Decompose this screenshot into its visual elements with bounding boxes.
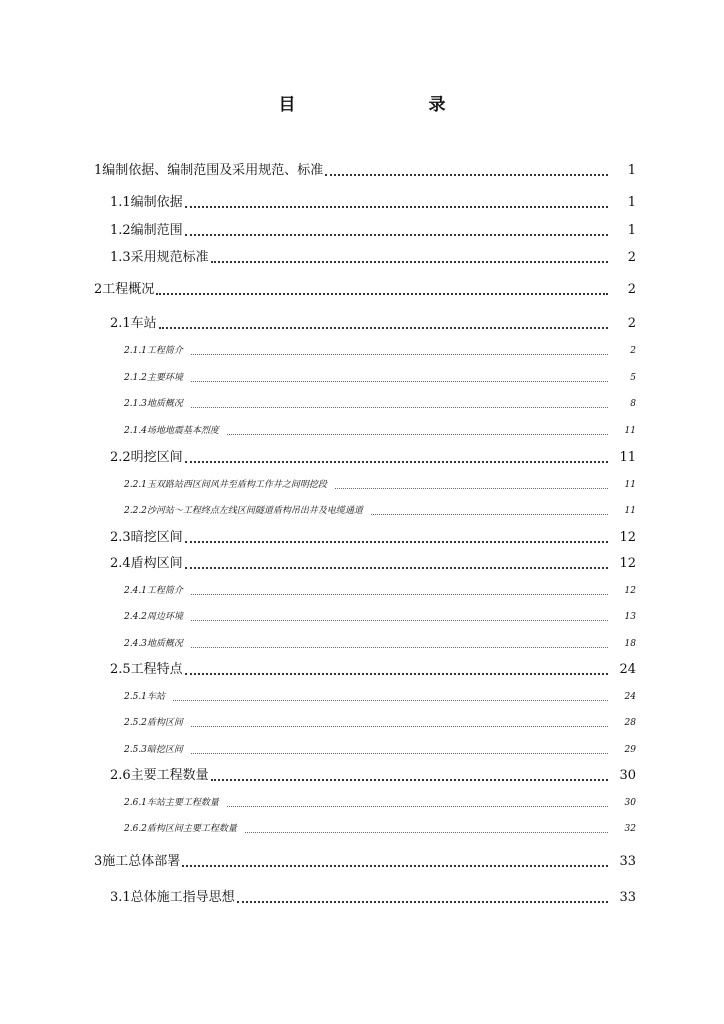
- toc-entry-label: 2.1.3地质概况: [124, 399, 183, 409]
- toc-entry[interactable]: [110, 529, 612, 547]
- toc-entry-label: 2工程概况: [94, 282, 155, 297]
- toc-page-number: 2: [627, 282, 636, 297]
- toc-leader-dots: [191, 351, 608, 355]
- toc-leader-dots: [191, 404, 608, 408]
- toc-entry[interactable]: [124, 637, 612, 651]
- toc-entry[interactable]: [110, 315, 612, 333]
- toc-page-number: 12: [624, 586, 636, 596]
- toc-leader-dots: [227, 803, 608, 807]
- toc-leader-dots: [245, 829, 608, 833]
- toc-entry-label: 2.1.1工程简介: [124, 346, 183, 356]
- toc-entry[interactable]: [124, 424, 612, 438]
- toc-leader-dots: [185, 201, 608, 208]
- toc-leader-dots: [191, 591, 608, 595]
- toc-entry-label: 2.1.4场地地震基本烈度: [124, 426, 219, 436]
- toc-entry-label: 2.4盾构区间: [110, 556, 183, 571]
- toc-leader-dots: [182, 860, 608, 867]
- toc-entry[interactable]: [124, 478, 612, 492]
- toc-leader-dots: [191, 644, 608, 648]
- toc-entry-label: 1.3采用规范标准: [110, 250, 209, 265]
- toc-entry[interactable]: [110, 222, 612, 240]
- toc-leader-dots: [185, 562, 608, 569]
- toc-page-number: 11: [624, 480, 636, 490]
- toc-entry-label: 2.6.1车站主要工程数量: [124, 798, 219, 808]
- toc-entry[interactable]: [124, 371, 612, 385]
- toc-title: 目 录: [278, 95, 504, 115]
- toc-entry-label: 1编制依据、编制范围及采用规范、标准: [94, 163, 324, 178]
- toc-page-number: 1: [627, 195, 636, 210]
- toc-entry-label: 2.5工程特点: [110, 662, 183, 677]
- toc-entry[interactable]: [110, 249, 612, 267]
- toc-entry-label: 2.6主要工程数量: [110, 768, 209, 783]
- toc-entry-label: 1.2编制范围: [110, 223, 183, 238]
- toc-leader-dots: [325, 169, 608, 176]
- toc-entry[interactable]: [124, 584, 612, 598]
- toc-page-number: 33: [619, 854, 636, 869]
- toc-page-number: 24: [624, 692, 636, 702]
- toc-entry[interactable]: [110, 889, 612, 907]
- toc-leader-dots: [237, 896, 608, 903]
- toc-leader-dots: [185, 229, 608, 236]
- toc-page-number: 2: [627, 316, 636, 331]
- toc-page-number: 30: [619, 768, 636, 783]
- toc-entry[interactable]: [110, 555, 612, 573]
- toc-leader-dots: [335, 485, 608, 489]
- toc-page-number: 11: [619, 450, 636, 465]
- toc-entry[interactable]: [124, 822, 612, 836]
- toc-leader-dots: [191, 750, 608, 754]
- toc-page-number: 30: [624, 798, 636, 808]
- toc-page-number: 29: [624, 745, 636, 755]
- toc-leader-dots: [371, 511, 608, 515]
- toc-page-number: 13: [624, 612, 636, 622]
- toc-leader-dots: [185, 668, 608, 675]
- toc-page-number: 5: [630, 373, 636, 383]
- toc-leader-dots: [191, 617, 608, 621]
- toc-entry-label: 2.1.2主要环境: [124, 373, 183, 383]
- toc-entry-label: 2.5.1车站: [124, 692, 165, 702]
- toc-page-number: 1: [627, 163, 636, 178]
- toc-entry[interactable]: [94, 281, 612, 299]
- toc-leader-dots: [159, 322, 608, 329]
- toc-page-number: 2: [630, 346, 636, 356]
- toc-entry-label: 3.1总体施工指导思想: [110, 890, 235, 905]
- toc-entry-label: 2.4.3地质概况: [124, 639, 183, 649]
- toc-entry-label: 1.1编制依据: [110, 195, 183, 210]
- toc-entry[interactable]: [124, 690, 612, 704]
- toc-entry-label: 2.5.2盾构区间: [124, 718, 183, 728]
- toc-entry-label: 3施工总体部署: [94, 854, 181, 869]
- toc-entry-label: 2.2.2沙河站～工程终点左线区间隧道盾构吊出井及电缆通道: [124, 506, 363, 516]
- toc-entry-label: 2.2明挖区间: [110, 450, 183, 465]
- toc-entry[interactable]: [94, 162, 612, 180]
- toc-entry[interactable]: [124, 743, 612, 757]
- toc-entry[interactable]: [124, 716, 612, 730]
- toc-entry[interactable]: [124, 610, 612, 624]
- toc-entry-label: 2.6.2盾构区间主要工程数量: [124, 824, 237, 834]
- toc-entry[interactable]: [94, 853, 612, 871]
- toc-entry-label: 2.2.1玉双路站西区间风井至盾构工作井之间明挖段: [124, 480, 327, 490]
- toc-leader-dots: [156, 288, 608, 295]
- toc-entry[interactable]: [124, 504, 612, 518]
- toc-entry-label: 2.3暗挖区间: [110, 530, 183, 545]
- toc-page-number: 32: [624, 824, 636, 834]
- toc-page-number: 18: [624, 639, 636, 649]
- toc-leader-dots: [185, 456, 608, 463]
- toc-leader-dots: [191, 723, 608, 727]
- toc-page-number: 1: [627, 223, 636, 238]
- toc-page-number: 11: [624, 506, 636, 516]
- toc-leader-dots: [185, 536, 608, 543]
- toc-entry[interactable]: [110, 449, 612, 467]
- toc-page-number: 8: [630, 399, 636, 409]
- toc-page-number: 28: [624, 718, 636, 728]
- toc-entry-label: 2.5.3暗挖区间: [124, 745, 183, 755]
- toc-leader-dots: [173, 697, 608, 701]
- toc-leader-dots: [191, 378, 608, 382]
- toc-page-number: 11: [624, 426, 636, 436]
- toc-entry-label: 2.4.2周边环境: [124, 612, 183, 622]
- toc-entry[interactable]: [110, 194, 612, 212]
- toc-entry[interactable]: [110, 767, 612, 785]
- toc-page-number: 12: [619, 556, 636, 571]
- toc-entry[interactable]: [124, 344, 612, 358]
- toc-entry[interactable]: [124, 796, 612, 810]
- toc-entry-label: 2.4.1工程简介: [124, 586, 183, 596]
- toc-page-number: 24: [619, 662, 636, 677]
- toc-entry-label: 2.1车站: [110, 316, 157, 331]
- toc-page-number: 12: [619, 530, 636, 545]
- toc-page-number: 33: [619, 890, 636, 905]
- toc-leader-dots: [211, 256, 608, 263]
- toc-entry[interactable]: [124, 397, 612, 411]
- toc-page-number: 2: [627, 250, 636, 265]
- toc-entry[interactable]: [110, 661, 612, 679]
- toc-leader-dots: [227, 431, 608, 435]
- toc-leader-dots: [211, 774, 608, 781]
